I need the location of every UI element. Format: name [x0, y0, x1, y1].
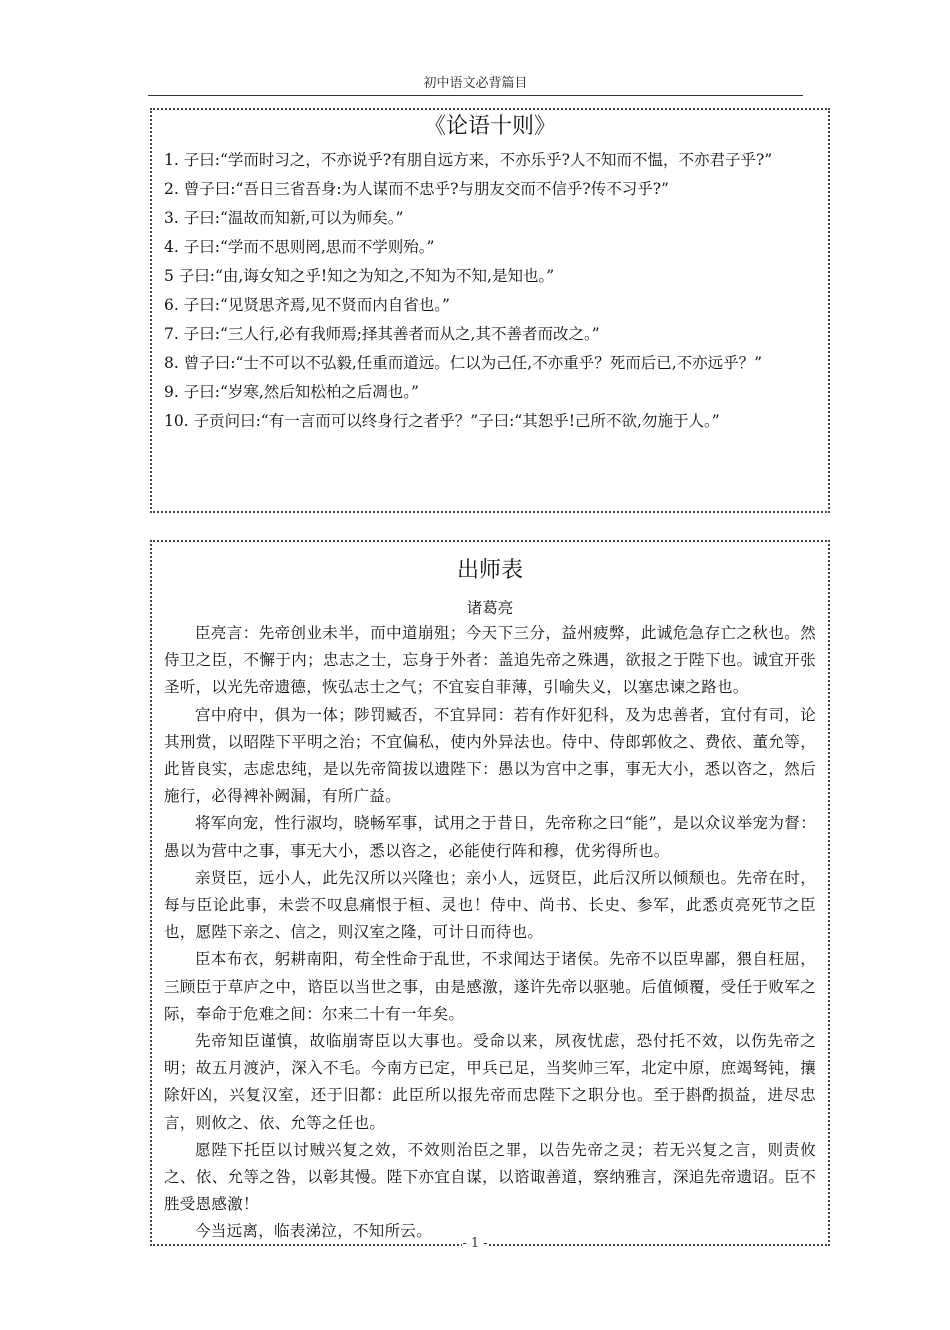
analects-item: 7. 子曰:“三人行,必有我师焉;择其善者而从之,其不善者而改之。” [164, 325, 600, 343]
analects-item: 4. 子曰:“学而不思则罔,思而不学则殆。” [164, 238, 435, 256]
memorial-paragraph: 亲贤臣，远小人，此先汉所以兴隆也；亲小人，远贤臣，此后汉所以倾颓也。先帝在时，每与臣论此事，未尝不叹息痛恨于桓、灵也！侍中、尚书、长史、参军，此悉贞亮死节之臣也，愿陛下亲之、信之，则汉室之隆，可计日而待也。 [164, 868, 816, 942]
memorial-paragraph: 将军向宠，性行淑均，晓畅军事，试用之于昔日，先帝称之曰“能”，是以众议举宠为督：愚以为营中之事，事无大小，悉以咨之，必能使行阵和穆，优劣得所也。 [164, 814, 816, 860]
memorial-paragraph: 臣本布衣，躬耕南阳，苟全性命于乱世，不求闻达于诸侯。先帝不以臣卑鄙，猥自枉屈，三顾臣于草庐之中，谘臣以当世之事，由是感激，遂许先帝以驱驰。后值倾覆，受任于败军之际，奉命于危难之间：尔来二十有一年矣。 [164, 950, 816, 1023]
analects-item: 6. 子曰:“见贤思齐焉,见不贤而内自省也。” [164, 296, 450, 314]
analects-item: 2. 曾子曰:“吾日三省吾身:为人谋而不忠乎?与朋友交而不信乎?传不习乎?” [164, 180, 669, 198]
page-header: 初中语文必背篇目 [148, 76, 803, 96]
analects-section [150, 108, 830, 513]
memorial-title: 出师表 [456, 558, 523, 583]
memorial-body [164, 620, 816, 1246]
memorial-paragraph: 今当远离，临表涕泣，不知所云。 [195, 1222, 433, 1241]
memorial-paragraph: 臣亮言：先帝创业未半，而中道崩殂；今天下三分，益州疲弊，此诚危急存亡之秋也。然侍卫之臣，不懈于内；忠志之士，忘身于外者：盖追先帝之殊遇，欲报之于陛下也。诚宜开张圣听，以光先帝遗德，恢弘志士之气；不宜妄自菲薄，引喻失义，以塞忠谏之路也。 [164, 624, 816, 697]
analects-item: 5 子曰:“由,诲女知之乎!知之为知之,不知为不知,是知也。” [164, 267, 555, 285]
memorial-paragraph: 先帝知臣谨慎，故临崩寄臣以大事也。受命以来，夙夜忧虑，恐付托不效，以伤先帝之明；故五月渡泸，深入不毛。今南方已定，甲兵已足，当奖帅三军，北定中原，庶竭驽钝，攘除奸凶，兴复汉室，还于旧都：此臣所以报先帝而忠陛下之职分也。至于斟酌损益，进尽忠言，则攸之、依、允等之任也。 [164, 1032, 816, 1132]
memorial-author: 诸葛亮 [466, 599, 514, 617]
memorial-paragraph: 宫中府中，俱为一体；陟罚臧否，不宜异同：若有作奸犯科，及为忠善者，宜付有司，论其刑赏，以昭陛下平明之治；不宜偏私，使内外异法也。侍中、侍郎郭攸之、费依、董允等，此皆良实，志虑忠纯，是以先帝简拔以遗陛下：愚以为宫中之事，事无大小，悉以咨之，然后施行，必得裨补阙漏，有所广益。 [164, 705, 816, 806]
analects-item: 8. 曾子曰:“士不可以不弘毅,任重而道远。仁以为己任,不亦重乎？死而后已,不亦远乎？” [164, 354, 763, 372]
analects-item: 9. 子曰:“岁寒,然后知松柏之后凋也。” [164, 383, 419, 401]
page-number: - 1 - [462, 1236, 488, 1251]
analects-title: 《论语十则》 [423, 114, 556, 139]
analects-list [164, 146, 816, 436]
analects-item: 1. 子曰:“学而时习之，不亦说乎?有朋自远方来，不亦乐乎?人不知而不愠，不亦君子乎?” [164, 151, 773, 169]
memorial-paragraph: 愿陛下托臣以讨贼兴复之效，不效则治臣之罪，以告先帝之灵；若无兴复之言，则责攸之、依、允等之咎，以彰其慢。陛下亦宜自谋，以谘诹善道，察纳雅言，深追先帝遗诏。臣不胜受恩感激！ [164, 1140, 816, 1214]
analects-item: 10. 子贡问曰:“有一言而可以终身行之者乎？”子曰:“其恕乎!己所不欲,勿施于人。” [164, 412, 720, 430]
memorial-section [150, 540, 830, 1246]
analects-item: 3. 子曰:“温故而知新,可以为师矣。” [164, 209, 404, 227]
